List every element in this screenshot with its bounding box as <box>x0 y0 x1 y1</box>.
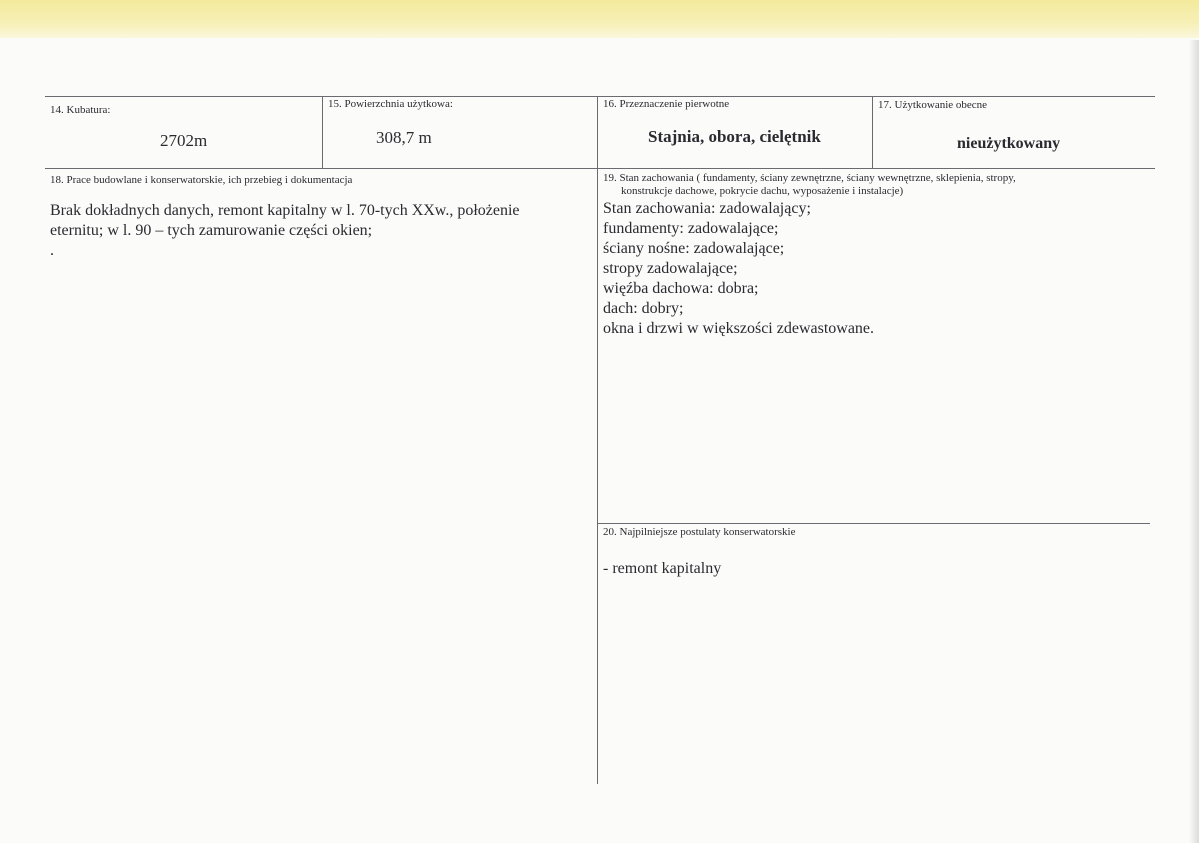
postulaty-label: 20. Najpilniejsze postulaty konserwatorskie <box>603 526 796 538</box>
divider-14-15 <box>322 96 323 168</box>
scan-strip <box>0 0 1199 38</box>
divider-center <box>597 96 598 784</box>
prace-line: eternitu; w l. 90 – tych zamurowanie części okien; <box>50 222 373 239</box>
stan-line: ściany nośne: zadowalające; <box>603 240 785 257</box>
stan-line: dach: dobry; <box>603 300 684 317</box>
row1-bottom-line <box>45 168 1155 169</box>
prace-text <box>50 201 520 261</box>
prace-label: 18. Prace budowlane i konserwatorskie, ich przebieg i dokumentacja <box>50 174 353 186</box>
kubatura-value: 2702m <box>160 131 208 150</box>
stan-label-1: 19. Stan zachowania ( fundamenty, ściany zewnętrzne, ściany wewnętrzne, sklepienia, stropy, <box>603 172 1016 184</box>
przeznaczenie-value: Stajnia, obora, cielętnik <box>648 127 821 146</box>
powierzchnia-value: 308,7 m <box>376 128 432 147</box>
stan-line: Stan zachowania: zadowalający; <box>603 200 811 217</box>
divider-16-17 <box>872 96 873 168</box>
uzytkowanie-value: nieużytkowany <box>957 135 1061 152</box>
scan-edge <box>1189 40 1199 843</box>
stan-line: więźba dachowa: dobra; <box>603 280 759 297</box>
stan-label-2: konstrukcje dachowe, pokrycie dachu, wyposażenie i instalacje) <box>621 185 904 197</box>
stan-line: okna i drzwi w większości zdewastowane. <box>603 320 875 337</box>
stan-line: fundamenty: zadowalające; <box>603 220 779 237</box>
uzytkowanie-label: 17. Użytkowanie obecne <box>878 99 988 111</box>
powierzchnia-label: 15. Powierzchnia użytkowa: <box>328 98 453 110</box>
row1-top-line <box>45 96 1155 97</box>
postulaty-text <box>603 559 721 579</box>
przeznaczenie-label: 16. Przeznaczenie pierwotne <box>603 98 730 110</box>
kubatura-label: 14. Kubatura: <box>50 104 111 116</box>
prace-line: Brak dokładnych danych, remont kapitalny w l. 70-tych XXw., położenie <box>50 202 520 219</box>
stan-line: stropy zadowalające; <box>603 260 738 277</box>
stan-text <box>603 199 874 339</box>
prace-line: . <box>50 242 54 259</box>
postulaty-line: - remont kapitalny <box>603 560 722 577</box>
section20-top-line <box>598 523 1150 524</box>
